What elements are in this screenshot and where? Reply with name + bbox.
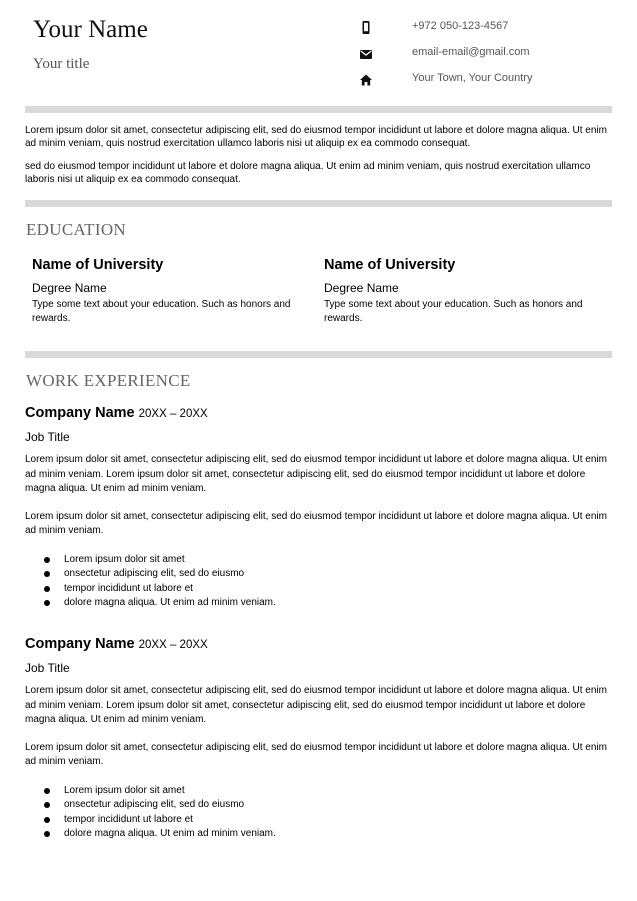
education-entry <box>324 256 614 326</box>
bullet-text: Lorem ipsum dolor sit amet <box>64 784 185 796</box>
bullet-item <box>25 582 615 597</box>
education-heading: EDUCATION <box>26 220 126 239</box>
bullet-dot <box>44 571 50 577</box>
job-entry <box>25 635 615 842</box>
bullet-text: Lorem ipsum dolor sit amet <box>64 553 185 565</box>
job-description: Lorem ipsum dolor sit amet, consectetur adipiscing elit, sed do eiusmod tempor incididunt ut labore et dolore magna aliqua. Ut enim ad minim veniam. <box>25 741 607 767</box>
location-text: Your Town, Your Country <box>412 72 533 84</box>
bullet-item <box>25 567 615 582</box>
education-entry <box>32 256 322 326</box>
bullet-dot <box>44 586 50 592</box>
job-title: Job Title <box>25 661 70 675</box>
education-description: Type some text about your education. Such as honors and rewards. <box>324 299 583 324</box>
company-name: Company Name <box>25 636 135 652</box>
bullet-text: onsectetur adipiscing elit, sed do eiusmo <box>64 568 245 579</box>
company-name: Company Name <box>25 405 135 421</box>
divider-top <box>25 106 612 113</box>
job-title: Job Title <box>25 430 70 444</box>
degree-name: Degree Name <box>32 281 107 295</box>
work-heading: WORK EXPERIENCE <box>26 371 191 390</box>
job-dates: 20XX – 20XX <box>138 408 208 420</box>
company-line <box>25 404 615 423</box>
resume-header <box>0 0 637 105</box>
bullet-dot <box>44 557 50 563</box>
job-bullets <box>25 784 615 842</box>
bullet-item <box>25 784 615 799</box>
university-name: Name of University <box>324 257 456 273</box>
company-line <box>25 635 615 654</box>
bullet-item <box>25 798 615 813</box>
contact-email <box>356 45 626 63</box>
mail-icon <box>358 46 374 62</box>
home-icon <box>358 72 374 88</box>
bullet-dot <box>44 831 50 837</box>
intro-summary <box>25 124 615 186</box>
education-description: Type some text about your education. Such as honors and rewards. <box>32 299 291 324</box>
contact-location <box>356 71 626 89</box>
intro-paragraph: sed do eiusmod tempor incididunt ut labore et dolore magna aliqua. Ut enim ad minim veniam, quis nostrud exercitation ullamco laboris nisi ut aliquip ex ea commodo consequat. <box>25 161 591 185</box>
bullet-dot <box>44 788 50 794</box>
bullet-text: onsectetur adipiscing elit, sed do eiusmo <box>64 799 245 810</box>
bullet-text: dolore magna aliqua. Ut enim ad minim veniam. <box>64 828 276 839</box>
university-name: Name of University <box>32 257 164 273</box>
person-name: Your Name <box>33 16 148 43</box>
bullet-item <box>25 553 615 568</box>
job-bullets <box>25 553 615 611</box>
phone-text: +972 050-123-4567 <box>412 20 509 32</box>
job-description: Lorem ipsum dolor sit amet, consectetur adipiscing elit, sed do eiusmod tempor incididunt ut labore et dolore magna aliqua. Ut enim ad minim veniam. Lorem ipsum dolor sit amet, consectetur adipiscing elit, sed do eiusmod tempor incididunt ut labore et dolore magna aliqua. Ut enim ad minim veniam. <box>25 454 607 494</box>
intro-paragraph: Lorem ipsum dolor sit amet, consectetur adipiscing elit, sed do eiusmod tempor incididunt ut labore et dolore magna aliqua. Ut enim ad minim veniam, quis nostrud exercitation ullamco laboris nisi ut aliquip ex ea commodo consequat. <box>25 125 607 149</box>
bullet-dot <box>44 802 50 808</box>
bullet-item <box>25 813 615 828</box>
job-description: Lorem ipsum dolor sit amet, consectetur adipiscing elit, sed do eiusmod tempor incididunt ut labore et dolore magna aliqua. Ut enim ad minim veniam. <box>25 510 607 536</box>
job-entry <box>25 404 615 611</box>
bullet-item <box>25 596 615 611</box>
contact-phone <box>356 19 626 37</box>
email-text: email-email@gmail.com <box>412 46 530 58</box>
bullet-item <box>25 827 615 842</box>
divider-work <box>25 351 612 358</box>
job-description: Lorem ipsum dolor sit amet, consectetur adipiscing elit, sed do eiusmod tempor incididunt ut labore et dolore magna aliqua. Ut enim ad minim veniam. Lorem ipsum dolor sit amet, consectetur adipiscing elit, sed do eiusmod tempor incididunt ut labore et dolore magna aliqua. Ut enim ad minim veniam. <box>25 685 607 725</box>
bullet-text: tempor incididunt ut labore et <box>64 813 193 825</box>
person-title: Your title <box>33 56 90 72</box>
bullet-dot <box>44 600 50 606</box>
job-dates: 20XX – 20XX <box>138 639 208 651</box>
bullet-text: tempor incididunt ut labore et <box>64 582 193 594</box>
bullet-text: dolore magna aliqua. Ut enim ad minim veniam. <box>64 597 276 608</box>
divider-education <box>25 200 612 207</box>
degree-name: Degree Name <box>324 281 399 295</box>
bullet-dot <box>44 817 50 823</box>
phone-icon <box>358 20 374 36</box>
